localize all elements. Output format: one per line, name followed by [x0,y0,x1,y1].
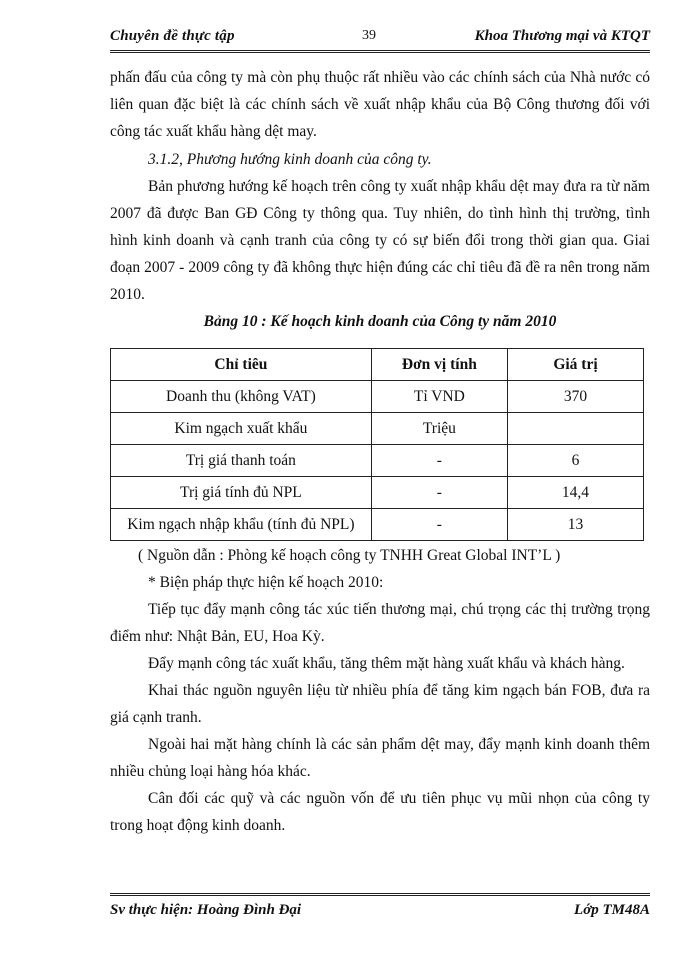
business-plan-table [110,348,644,541]
table-cell: Kim ngạch xuất khẩu [111,413,372,445]
page-header [110,26,650,53]
table-cell: Kim ngạch nhập khẩu (tính đủ NPL) [111,509,372,541]
measure-item: Cân đối các quỹ và các nguồn vốn để ưu tiên phục vụ mũi nhọn của công ty trong hoạt động kinh doanh. [110,790,650,834]
header-cell: Giá trị [507,349,643,381]
measures-title: * Biện pháp thực hiện kế hoạch 2010: [148,574,384,591]
table-cell: Trị giá thanh toán [111,445,372,477]
measure-item: Ngoài hai mặt hàng chính là các sản phẩm dệt may, đẩy mạnh kinh doanh thêm nhiều chủng loại hàng hóa khác. [110,736,650,780]
table-header-row [111,349,644,381]
table-source: ( Nguồn dẫn : Phòng kế hoạch công ty TNHH Great Global INT’L ) [138,547,561,564]
footer-class: Lớp TM48A [574,902,650,918]
measure-item: Khai thác nguồn nguyên liệu từ nhiều phía để tăng kim ngạch bán FOB, đưa ra giá cạnh tranh. [110,682,650,726]
table-row [111,413,644,445]
footer-author: Sv thực hiện: Hoàng Đình Đại [110,902,302,918]
section-heading: 3.1.2, Phương hướng kinh doanh của công ty. [148,151,432,168]
table-cell: Tỉ VND [371,381,507,413]
table-cell: Doanh thu (không VAT) [111,381,372,413]
table-cell: - [371,509,507,541]
table-row [111,509,644,541]
measure-item: Đẩy mạnh công tác xuất khẩu, tăng thêm mặt hàng xuất khẩu và khách hàng. [148,655,625,672]
table-cell: Trị giá tính đủ NPL [111,477,372,509]
table-cell: 13 [507,509,643,541]
paragraph-intro: phấn đấu của công ty mà còn phụ thuộc rất nhiều vào các chính sách của Nhà nước có liên quan đặc biệt là các chính sách về xuất nhập khẩu của Bộ Công thương đối với công tác xuất khẩu hàng dệt may. [110,69,650,140]
page-footer [110,893,650,924]
header-cell: Chỉ tiêu [111,349,372,381]
table-row [111,381,644,413]
table-caption: Bảng 10 : Kế hoạch kinh doanh của Công ty năm 2010 [203,313,557,330]
table-cell: - [371,477,507,509]
table-cell: - [371,445,507,477]
measure-item: Tiếp tục đẩy mạnh công tác xúc tiến thương mại, chú trọng các thị trường trọng điểm như: Nhật Bản, EU, Hoa Kỳ. [110,601,650,645]
table-cell: Triệu [371,413,507,445]
header-title: Chuyên đề thực tập [110,28,235,44]
table-cell: 370 [507,381,643,413]
table-cell: 14,4 [507,477,643,509]
paragraph-plan: Bản phương hướng kế hoạch trên công ty xuất nhập khẩu dệt may đưa ra từ năm 2007 đã được Ban GĐ Công ty thông qua. Tuy nhiên, do tình hình thị trường, tình hình kinh doanh và cạnh tranh của công ty có sự biến đổi trong thời gian qua. Giai đoạn 2007 - 2009 công ty đã không thực hiện đúng các chỉ tiêu đã đề ra nên trong năm 2010. [110,178,650,303]
header-department: Khoa Thương mại và KTQT [474,28,650,44]
document-body [110,64,650,839]
table-cell: 6 [507,445,643,477]
header-cell: Đơn vị tính [371,349,507,381]
table-cell [507,413,643,445]
table-row [111,445,644,477]
page-number: 39 [362,28,376,43]
table-row [111,477,644,509]
